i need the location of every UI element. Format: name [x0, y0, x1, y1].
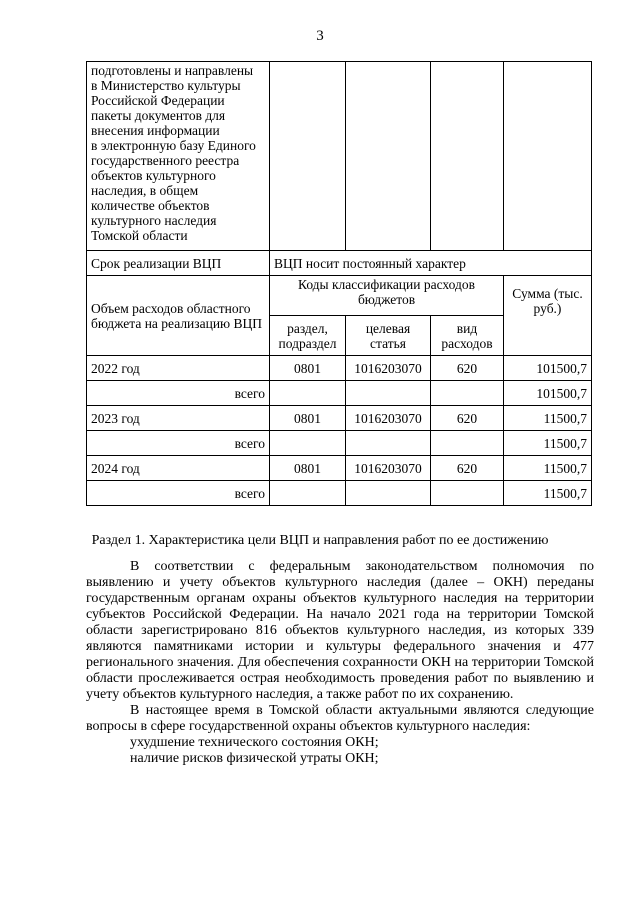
- term-value: ВЦП носит постоянный характер: [270, 251, 592, 276]
- table-row: [87, 481, 592, 506]
- total-label: всего: [87, 481, 270, 506]
- program-table: [86, 61, 592, 506]
- col-kind-header: вид расходов: [431, 316, 504, 356]
- table-row: [87, 431, 592, 456]
- table-cell: [346, 481, 431, 506]
- target-cell: 1016203070: [346, 456, 431, 481]
- target-cell: 1016203070: [346, 356, 431, 381]
- table-cell: [270, 481, 346, 506]
- first-cell-line: Российской Федерации: [91, 93, 225, 108]
- body-text: [86, 559, 594, 767]
- kind-cell: 620: [431, 406, 504, 431]
- codes-header: Коды классификации расходов бюджетов: [270, 276, 504, 316]
- table-cell: [87, 62, 270, 251]
- first-cell-line: в электронную базу Единого: [91, 138, 256, 153]
- table-cell: [504, 62, 592, 251]
- table-cell: [431, 431, 504, 456]
- first-cell-line: подготовлены и направлены: [91, 63, 254, 78]
- kind-cell: 620: [431, 456, 504, 481]
- sum-cell: 11500,7: [504, 456, 592, 481]
- first-cell-line: внесения информации: [91, 123, 220, 138]
- total-label: всего: [87, 381, 270, 406]
- total-cell: 101500,7: [504, 381, 592, 406]
- paragraph: В настоящее время в Томской области актуальными являются следующие вопросы в сфере государственной охраны объектов культурного наследия:: [86, 703, 594, 734]
- table-row: [87, 276, 592, 316]
- page-number: 3: [316, 28, 324, 44]
- section-cell: 0801: [270, 356, 346, 381]
- section-cell: 0801: [270, 456, 346, 481]
- sum-header: Сумма (тыс. руб.): [504, 276, 592, 356]
- first-cell-line: объектов культурного: [91, 168, 216, 183]
- list-item: ухудшение технического состояния ОКН;: [130, 735, 379, 750]
- table-row: [87, 381, 592, 406]
- total-label: всего: [87, 431, 270, 456]
- expenses-label: Объем расходов областного бюджета на реализацию ВЦП: [87, 276, 270, 356]
- table-cell: [270, 381, 346, 406]
- table-row: [87, 456, 592, 481]
- year-cell: 2024 год: [87, 456, 270, 481]
- col-target-header: целевая статья: [346, 316, 431, 356]
- first-cell-line: количестве объектов: [91, 198, 210, 213]
- section-heading: Раздел 1. Характеристика цели ВЦП и направления работ по ее достижению: [91, 533, 549, 548]
- table-cell: [431, 62, 504, 251]
- total-cell: 11500,7: [504, 431, 592, 456]
- kind-cell: 620: [431, 356, 504, 381]
- year-cell: 2022 год: [87, 356, 270, 381]
- col-section-header: раздел, подраздел: [270, 316, 346, 356]
- paragraph: В соответствии с федеральным законодательством полномочия по выявлению и учету объектов культурного наследия (далее – ОКН) переданы государственным органам охраны объектов культурного наследия на территории субъектов Российской Федерации. На начало 2021 года на территории Томской области зарегистрировано 816 объектов культурного наследия, из которых 339 являются памятниками истории и культуры федерального значения и 477 регионального значения. Для обеспечения сохранности ОКН на территории Томской области прослеживается острая необходимость проведения работ по выявлению и учету объектов культурного наследия, а также работ по их сохранению.: [86, 559, 594, 702]
- table-cell: [431, 481, 504, 506]
- table-row: [87, 406, 592, 431]
- section-cell: 0801: [270, 406, 346, 431]
- table-cell: [346, 62, 431, 251]
- first-cell-line: в Министерство культуры: [91, 78, 241, 93]
- first-cell-line: Томской области: [91, 228, 188, 243]
- table-cell: [346, 431, 431, 456]
- table-row: [87, 62, 592, 251]
- table-cell: [270, 431, 346, 456]
- table-cell: [431, 381, 504, 406]
- first-cell-line: наследия, в общем: [91, 183, 199, 198]
- year-cell: 2023 год: [87, 406, 270, 431]
- sum-cell: 101500,7: [504, 356, 592, 381]
- target-cell: 1016203070: [346, 406, 431, 431]
- table-row: [87, 356, 592, 381]
- list-item: наличие рисков физической утраты ОКН;: [130, 751, 379, 766]
- table-row: [87, 251, 592, 276]
- table-cell: [270, 62, 346, 251]
- first-cell-line: пакеты документов для: [91, 108, 226, 123]
- sum-cell: 11500,7: [504, 406, 592, 431]
- table-cell: [346, 381, 431, 406]
- total-cell: 11500,7: [504, 481, 592, 506]
- first-cell-line: государственного реестра: [91, 153, 240, 168]
- term-label: Срок реализации ВЦП: [87, 251, 270, 276]
- first-cell-line: культурного наследия: [91, 213, 217, 228]
